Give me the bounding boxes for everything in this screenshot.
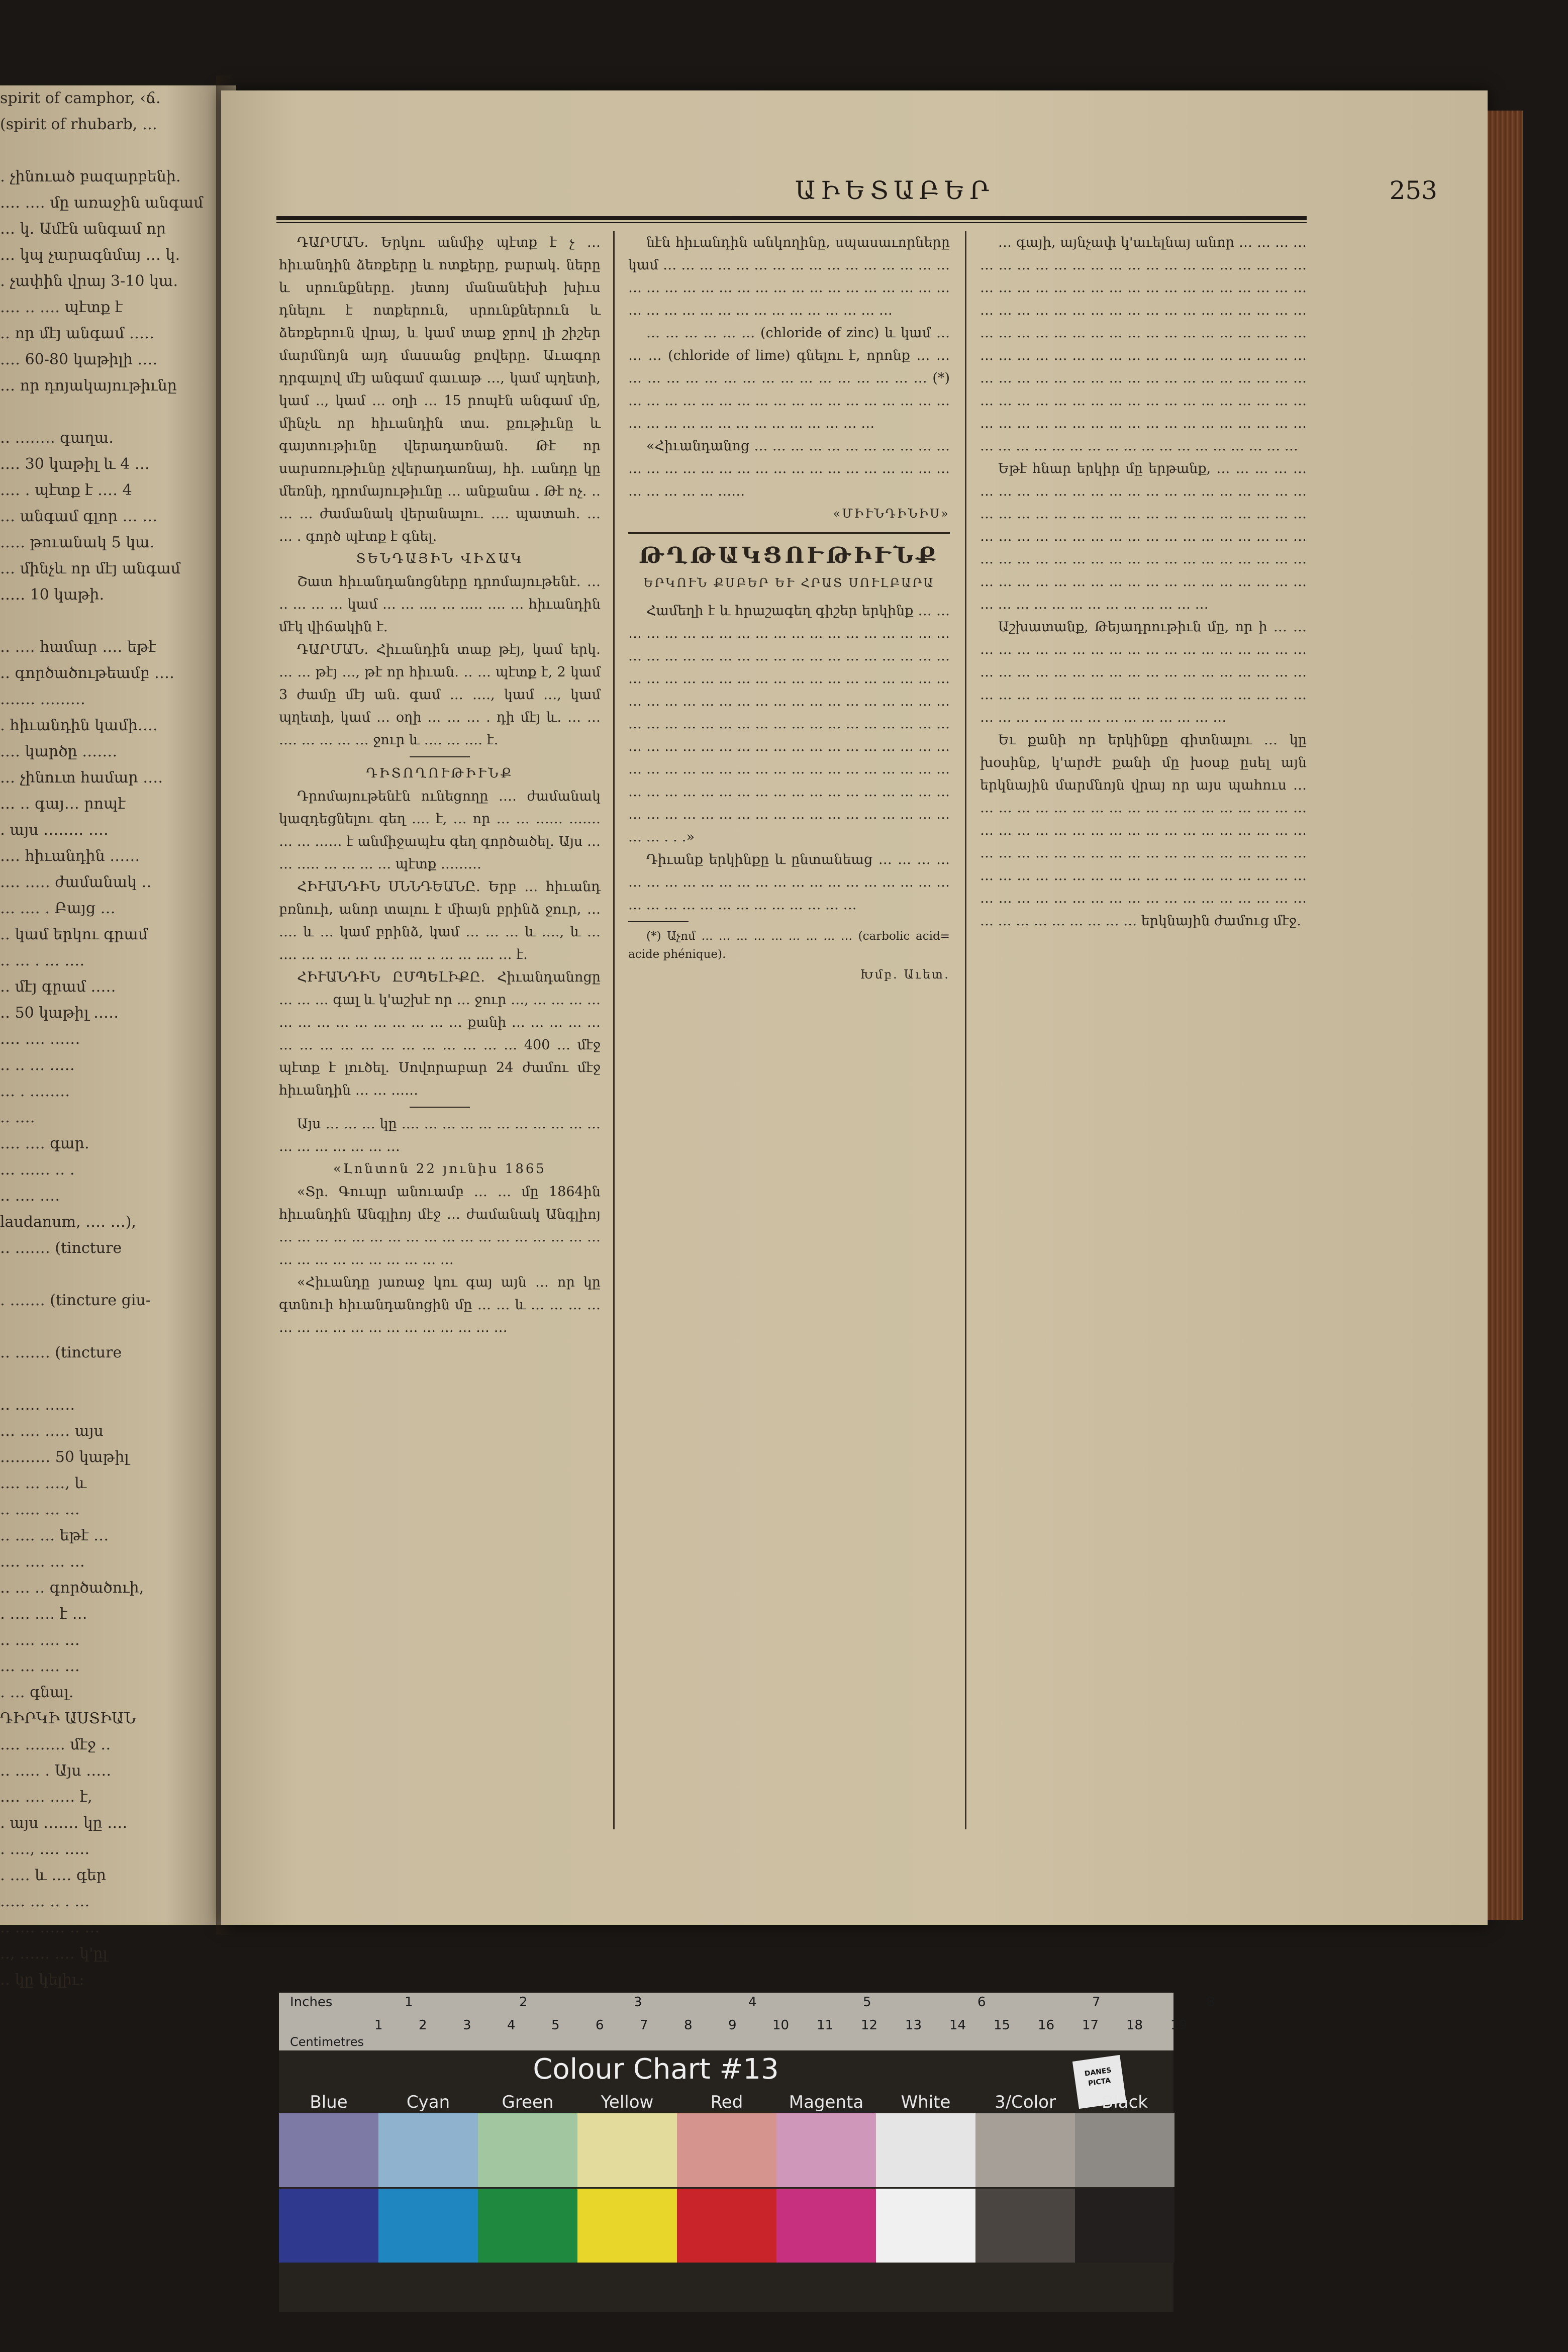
paragraph: ԴԱՐՄԱՆ․ Երկու անմիջ պէտք է չ ․․․ հիւանդին ձեռքերը և ոտքերը, բարակ․ ները և սրունքները․ յետոյ մանանեխի խիւս դնելու է ոտքերուն, սրունքներուն և ձեռքերուն վրայ, և կամ տաք ջրով լի շիշեր մարմնոյն այդ մասանց քովերը․ Աւագոր դրգալով մէյ անգամ գաւաթ ․․․, կամ պղետի, կամ ․․, կամ ․․․ օղի ․․․ 15 րոպէն անգամ մը, մինչև որ հիւանդին տա․ քութիւնը և գայտութիւնը վերադառնան․ Թէ որ սարսռութիւնը չվերադառնայ, հի․ ւանդը կը մեռնի, դրոմայութիւնը ․․․ անքանա ․ Թէ ոչ․ ․․ ․․․ ․․․ ժամանակ վերանալու․ ․․․․ պատահ․ ․․․ ․․․ ․ գործ պէտք է գնել․ (279, 235, 601, 544)
swatch-label: White (901, 2092, 951, 2112)
section-rule (628, 532, 950, 534)
ruler-inch-tick: 1 (405, 1995, 413, 2010)
left-page-line: ․․ ․․․․ ․․․․․ ․․ ․․․ (0, 1919, 100, 1936)
ruler-cm-tick: 18 (1126, 2018, 1143, 2033)
left-page-line: ․․․ կ․ Ամէն անգամ որ (0, 220, 166, 238)
left-page-line: ․․․ կպ չարագնմայ ․․․ կ․ (0, 246, 180, 264)
dateline: «Լոնտոն 22 յունիս 1865 (333, 1161, 546, 1177)
left-page-line: ․․ ․․․․ ․․․․ (0, 1187, 60, 1205)
swatch-light (876, 2113, 975, 2187)
left-page-line: ․․․․ 60-80 կաթիլի ․․․․ (0, 351, 158, 368)
left-page-line: (spirit of rhubarb, ․․․ (0, 116, 157, 133)
ruler-cm-tick: 3 (463, 2018, 471, 2033)
left-page-line: ․․ կամ երկու գրամ (0, 926, 148, 943)
ruler-inch-tick: 6 (977, 1995, 986, 2010)
ruler-inch-tick: 7 (1092, 1995, 1101, 2010)
running-head (276, 176, 1523, 216)
left-page-line (0, 608, 221, 634)
left-page-line: ․ այս ․․․․․․․․ ․․․․ (0, 821, 109, 839)
swatch-light (279, 2113, 378, 2187)
left-page-line: ․․ ․․․․ ․․․ եթէ ․․․ (0, 1527, 109, 1544)
left-page-line: ․ հիւանդին կամի․․․․ (0, 717, 158, 734)
paragraph: Եթէ հնար երկիր մը երթանք, ․․․ ․․․ ․․․ ․․․ ․․․ ․․․ ․․․ ․․․ ․․․ ․․․ ․․․ ․․․ ․․․ ․․․ ․․․ ․․․ ․․․ ․․․ ․․․ ․․․ ․․․ ․․․ ․․․ ․․․ ․․․ ․․․ ․․․ ․․․ ․․․ ․․․ ․․․ ․․․ ․․․ ․․․ ․․․ ․․․ ․․․ ․․․ ․․․ ․․․ ․․․ ․․․ ․․․ ․․․ ․․․ ․․․ ․․․ ․․․ ․․․ ․․․ ․․․ ․․․ ․․․ ․․․ ․․․ ․․․ ․․․ ․․․ ․․․ ․․․ ․․․ ․․․ ․․․ ․․․ ․․․ ․․․ ․․․ ․․․ ․․․ ․․․ ․․․ ․․․ ․․․ ․․․ ․․․ ․․․ ․․․ ․․․ ․․․ ․․․ ․․․ ․․․ ․․․ ․․․ ․․․ ․․․ ․․․ ․․․ ․․․ ․․․ ․․․ ․․․ ․․․ ․․․ ․․․ ․․․ ․․․ ․․․ ․․․ ․․․ ․․․ ․․․ ․․․ ․․․ ․․․ ․․․ ․․․ ․․․ (980, 461, 1307, 612)
swatch-label: Blue (310, 2092, 348, 2112)
book-page-edges (1488, 111, 1523, 1920)
paragraph: Համեղի է և հրաշագեղ գիշեր երկինք ․․․ ․․․ ․․․ ․․․ ․․․ ․․․ ․․․ ․․․ ․․․ ․․․ ․․․ ․․․ ․․․ ․․․ ․․․ ․․․ ․․․ ․․․ ․․․ ․․․ ․․․ ․․․ ․․․ ․․․ ․․․ ․․․ ․․․ ․․․ ․․․ ․․․ ․․․ ․․․ ․․․ ․․․ ․․․ ․․․ ․․․ ․․․ ․․․ ․․․ ․․․ ․․․ ․․․ ․․․ ․․․ ․․․ ․․․ ․․․ ․․․ ․․․ ․․․ ․․․ ․․․ ․․․ ․․․ ․․․ ․․․ ․․․ ․․․ ․․․ ․․․ ․․․ ․․․ ․․․ ․․․ ․․․ ․․․ ․․․ ․․․ ․․․ ․․․ ․․․ ․․․ ․․․ ․․․ ․․․ ․․․ ․․․ ․․․ ․․․ ․․․ ․․․ ․․․ ․․․ ․․․ ․․․ ․․․ ․․․ ․․․ ․․․ ․․․ ․․․ ․․․ ․․․ ․․․ ․․․ ․․․ ․․․ ․․․ ․․․ ․․․ ․․․ ․․․ ․․․ ․․․ ․․․ ․․․ ․․․ ․․․ ․․․ ․․․ ․․․ ․․․ ․․․ ․․․ ․․․ ․․․ ․․․ ․․․ ․․․ ․․․ ․․․ ․․․ ․․․ ․․․ ․․․ ․․․ ․․․ ․․․ ․․․ ․․․ ․․․ ․․․ ․․․ ․․․ ․․․ ․․․ ․․․ ․․․ ․․․ ․․․ ․․․ ․․․ ․․․ ․․․ ․․․ ․․․ ․․․ ․․․ ․․․ ․․․ ․․․ ․․․ ․․․ ․․․ ․․․ ․․․ ․․․ ․․․ ․․․ ․․․ ․․․ ․․․ ․․․ ․․․ ․․․ ․ ․ ․» (628, 603, 950, 845)
left-page-line: ․․ գործածութեամբ ․․․․ (0, 664, 174, 682)
left-page-line: ․․․․ ․․․․․․․․ մէջ ․․ (0, 1736, 111, 1753)
left-page-line: ․․․․ ․․ ․․․․ պէտք է (0, 299, 123, 316)
left-page-line: ․․․․ ․ պէտք է ․․․․ 4 (0, 481, 132, 499)
swatch-label: 3/Color (995, 2092, 1056, 2112)
swatch-light (1075, 2113, 1174, 2187)
paragraph: ԴԱՐՄԱՆ․ Հիւանդին տաք թէյ, կամ երկ․ ․․․ ․․․ թէյ ․․․, թէ որ հիւան․ ․․ ․․․ պէտք է, 2 կամ 3 ժամը մէյ ան․ գամ ․․․ ․․․․, կամ ․․․, կամ պղետի, կամ ․․․ օղի ․․․ ․․․ ․․․ ․ դի մէյ և․ ․․․ ․․․ ․․․․ ․․․ ․․․ ․․․ ․․․ ջուր և ․․․․ ․․․ ․․․․ է․ (279, 642, 601, 748)
ruler-inch-tick: 2 (519, 1995, 528, 2010)
left-page-line: ․․․ անգամ գլոր ․․․ ․․․ (0, 508, 158, 525)
running-title: ԱԻԵՏԱԲԵՐ (795, 176, 995, 205)
left-page-line: ԴԻՐԿԻ ԱՍՏԻԱՆ (0, 1710, 136, 1727)
ruler-cm-tick: 11 (817, 2018, 834, 2033)
paragraph: ․․․ գայի, այնչափ կ'աւելնայ անոր ․․․ ․․․ ․․․ ․․․ ․․․ ․․․ ․․․ ․․․ ․․․ ․․․ ․․․ ․․․ ․․․ ․․․ ․․․ ․․․ ․․․ ․․․ ․․․ ․․․ ․․․ ․․․ ․․․ ․․․ ․․․ ․․․ ․․․ ․․․ ․․․ ․․․ ․․․ ․․․ ․․․ ․․․ ․․․ ․․․ ․․․ ․․․ ․․․ ․․․ ․․․ ․․․ ․․․ ․․․ ․․․ ․․․ ․․․ ․․․ ․․․ ․․․ ․․․ ․․․ ․․․ ․․․ ․․․ ․․․ ․․․ ․․․ ․․․ ․․․ ․․․ ․․․ ․․․ ․․․ ․․․ ․․․ ․․․ ․․․ ․․․ ․․․ ․․․ ․․․ ․․․ ․․․ ․․․ ․․․ ․․․ ․․․ ․․․ ․․․ ․․․ ․․․ ․․․ ․․․ ․․․ ․․․ ․․․ ․․․ ․․․ ․․․ ․․․ ․․․ ․․․ ․․․ ․․․ ․․․ ․․․ ․․․ ․․․ ․․․ ․․․ ․․․ ․․․ ․․․ ․․․ ․․․ ․․․ ․․․ ․․․ ․․․ ․․․ ․․․ ․․․ ․․․ ․․․ ․․․ ․․․ ․․․ ․․․ ․․․ ․․․ ․․․ ․․․ ․․․ ․․․ ․․․ ․․․ ․․․ ․․․ ․․․ ․․․ ․․․ ․․․ ․․․ ․․․ ․․․ ․․․ ․․․ ․․․ ․․․ ․․․ ․․․ ․․․ ․․․ ․․․ ․․․ ․․․ ․․․ ․․․ ․․․ ․․․ ․․․ ․․․ ․․․ ․․․ ․․․ ․․․ ․․․ ․․․ ․․․ ․․․ ․․․ ․․․ ․․․ ․․․ ․․․ (980, 235, 1307, 454)
ruler-cm-tick: 4 (507, 2018, 516, 2033)
left-page-line: laudanum, ․․․․ ․․․), (0, 1213, 136, 1231)
left-page-line: ․․․․ կարծը ․․․․․․․ (0, 743, 118, 760)
swatch-dark (975, 2189, 1075, 2263)
ruler-cm-tick: 15 (994, 2018, 1011, 2033)
left-page-line: ․ ․․․․, ․․․․ ․․․․․ (0, 1840, 90, 1858)
left-page-line: ․․ կը կելիւ։ (0, 1971, 84, 1989)
left-page-line: ․․․․ ․․․․ ․․․․․․ (0, 1030, 80, 1048)
swatch-dark (876, 2189, 975, 2263)
paragraph: Շատ հիւանդանոցները դրոմայութենէ․ ․․․ ․․ ․․․ ․․․ ․․․ կամ ․․․ ․․․ ․․․․ ․․․ ․․․․․ ․․․․ ․․․ հիւանդին մէկ վիճակին է․ (279, 574, 601, 635)
left-page-line (0, 138, 221, 164)
left-page-line: ․․ ․․․․․․․․ գաղա․ (0, 429, 114, 447)
divider (410, 1107, 470, 1108)
paragraph: Աշխատանք, Թեյադրութիւն մը, որ ի ․․․ ․․․ ․․․ ․․․ ․․․ ․․․ ․․․ ․․․ ․․․ ․․․ ․․․ ․․․ ․․․ ․․․ ․․․ ․․․ ․․․ ․․․ ․․․ ․․․ ․․․ ․․․ ․․․ ․․․ ․․․ ․․․ ․․․ ․․․ ․․․ ․․․ ․․․ ․․․ ․․․ ․․․ ․․․ ․․․ ․․․ ․․․ ․․․ ․․․ ․․․ ․․․ ․․․ ․․․ ․․․ ․․․ ․․․ ․․․ ․․․ ․․․ ․․․ ․․․ ․․․ ․․․ ․․․ ․․․ ․․․ ․․․ ․․․ ․․․ ․․․ ․․․ ․․․ ․․․ ․․․ ․․․ ․․․ ․․․ ․․․ ․․․ (980, 619, 1307, 725)
paragraph: ՀԻՒԱՆԴԻՆ ՍՆՆԴԵԱՆԸ․ Երբ ․․․ հիւանդ բռնուի, անոր տալու է միայն բրինձ ջուր, ․․․ ․․․․ և ․․․ կամ բրինձ, կամ ․․․ ․․․ ․․․ և ․․․․, և ․․․ ․․․․ ․․․ ․․․ ․․․ ․․․ ․․․ ․․․ ․․․ ․․ ․․․ ․․․ ․․․․ ․․․ է․ (279, 879, 601, 962)
ruler-cm-tick: 6 (596, 2018, 604, 2033)
ruler-inches-label: Inches (290, 1995, 333, 2010)
swatch-label: Cyan (406, 2092, 450, 2112)
ruler-cm-label: Centimetres (290, 2035, 364, 2049)
left-page-line: ․․ ․․․ ․ ․․․ ․․․․ (0, 952, 85, 969)
left-page-line: ․․․․ ․․․․ մը առաջին անգամ (0, 194, 204, 212)
left-page-line (0, 1366, 221, 1392)
left-page-line: ․․․․․ 10 կաթի․ (0, 586, 105, 604)
left-page-line: spirit of camphor, ‹ճ․ (0, 89, 161, 107)
left-page-line (0, 1261, 221, 1288)
left-page-line: ․ ․․․․․․․ (tincture giu- (0, 1292, 151, 1309)
paragraph: «Հիւանդանոց ․․․ ․․․ ․․․ ․․․ ․․․ ․․․ ․․․ ․․․ ․․․ ․․․ ․․․ ․․․ ․․․ ․․․ ․․․ ․․․ ․․․ ․․․ ․․․ ․․․ ․․․ ․․․ ․․․ ․․․ ․․․ ․․․ ․․․ ․․․ ․․․ ․․․ ․․․ ․․․ ․․․ ․․․ ․․․․․․ (628, 438, 950, 499)
ruler-ticks (354, 1993, 1215, 2050)
swatch-light (577, 2113, 677, 2187)
swatch-label: Red (710, 2092, 743, 2112)
paragraph: նէն հիւանդին անկողինը, սպասաւորները կամ ․․․ ․․․ ․․․ ․․․ ․․․ ․․․ ․․․ ․․․ ․․․ ․․․ ․․․ ․․․ ․․․ ․․․ ․․․ ․․․ ․․․ ․․․ ․․․ ․․․ ․․․ ․․․ ․․․ ․․․ ․․․ ․․․ ․․․ ․․․ ․․․ ․․․ ․․․ ․․․ ․․․ ․․․ ․․․ ․․․ ․․․ ․․․ ․․․ ․․․ ․․․ ․․․ ․․․ ․․․ ․․․ ․․․ ․․․ ․․․ ․․․ (628, 235, 950, 318)
ruler-cm-tick: 1 (374, 2018, 383, 2033)
signature: «ՄԻՒՆԴԻՆԻՍ» (833, 507, 950, 521)
left-page-line: ․․ ․․․ ․․ գործածուի, (0, 1579, 144, 1597)
left-page-line: ․ ․․․ գնալ․ (0, 1684, 74, 1701)
ruler-cm-tick: 16 (1038, 2018, 1055, 2033)
section-title: ԹՂԹԱԿՑՈՒԹԻՒՆՔ (639, 543, 939, 568)
left-page-line: ․․ ․․․․ համար ․․․․ եթէ (0, 638, 156, 656)
ruler-cm-tick: 9 (728, 2018, 737, 2033)
ruler-cm-tick: 17 (1082, 2018, 1099, 2033)
left-page-line: ․․․ մինչև որ մէյ անգամ (0, 560, 181, 577)
subhead: ՏԵՆԴԱՅԻՆ ՎԻՃԱԿ (356, 551, 524, 566)
page-number: 253 (1389, 176, 1437, 205)
left-page-line: ․․․․ ․․․․ ․․․․․ է, (0, 1788, 92, 1806)
column-divider (613, 231, 615, 1829)
ruler-cm-tick: 8 (684, 2018, 693, 2033)
ruler-cm-tick: 19 (1170, 2018, 1188, 2033)
left-page-line: ․․․․․ թուանակ 5 կա․ (0, 534, 155, 551)
header-rule (276, 216, 1307, 220)
ruler-cm-tick: 14 (949, 2018, 966, 2033)
ruler (279, 1993, 1215, 2050)
swatch-label: Magenta (789, 2092, 864, 2112)
swatch-dark (478, 2189, 577, 2263)
paragraph: ․․․ ․․․ ․․․ ․․․ ․․․ ․․․ (chloride of zinc) և կամ ․․․ ․․․ ․․․ (chloride of lime) գնելու է, որոնք ․․․ ․․․ ․․․ ․․․ ․․․ ․․․ ․․․ ․․․ ․․․ ․․․ ․․․ ․․․ ․․․ ․․․ ․․․ ․․․ ․․․ ․․․ (*) ․․․ ․․․ ․․․ ․․․ ․․․ ․․․ ․․․ ․․․ ․․․ ․․․ ․․․ ․․․ ․․․ ․․․ ․․․ ․․․ ․․․ ․․․ ․․․ ․․․ ․․․ ․․․ ․․․ ․․․ ․․․ ․․․ ․․․ ․․․ ․․․ ․․․ ․․․ ․․․ (628, 325, 950, 431)
ruler-cm-tick: 7 (640, 2018, 648, 2033)
header-rule-thin (276, 222, 1307, 223)
paragraph: ՀԻՒԱՆԴԻՆ ԸՄՊԵԼԻՔԸ․ Հիւանդանոցը ․․․ ․․․ ․․․ գալ և կ'աշխէ որ ․․․ ջուր ․․․, ․․․ ․․․ ․․․ ․․․ ․․․ ․․․ ․․․ ․․․ ․․․ ․․․ ․․․ ․․․ ․․․ ․․․ քանի ․․․ ․․․ ․․․ ․․․ ․․․ ․․․ ․․․ ․․․ ․․․ ․․․ ․․․ ․․․ ․․․ ․․․ ․․․ ․․․ ․․․ 400 ․․․ մէջ պէտք է լուծել․ Սովորաբար 24 ժամու մէջ հիւանդին ․․․ ․․․ ․․․․․․ (279, 969, 601, 1098)
left-page-line: ․․ մէյ գրամ ․․․․․ (0, 978, 116, 996)
left-page-line: ․․, ․․․․․․ ․․․․ կ'ըլ (0, 1945, 108, 1963)
left-page-line: ․․․․ 30 կաթիլ և 4 ․․․ (0, 455, 150, 473)
swatch-dark (677, 2189, 776, 2263)
footnote: (*) Աչոմ ․․․ ․․․ ․․․ ․․․ ․․․ ․․․ ․․․ ․․․ ․․․ (carbolic acid= acide phénique)․ (628, 930, 950, 961)
left-page-line: ․․․․ ․․․․ գար․ (0, 1135, 89, 1152)
left-page-line: ․․․․․․․ ․․․․․․․․․ (0, 691, 85, 708)
left-page-line: ․․ ․․ ․․․ ․․․․․ (0, 1056, 75, 1074)
left-page-line: ․․ ․․․․ ․․․․ ․․․ (0, 1631, 80, 1649)
left-page-line: ․․ ․․․․․․․ (tincture (0, 1344, 122, 1361)
left-page-line: ․․․ ․․․ ․․․․ ․․․ (0, 1657, 80, 1675)
column-divider (965, 231, 966, 1829)
column-2 (628, 231, 950, 1865)
left-page-line: ․․ ․․․․․ ․․․ ․․․ (0, 1501, 80, 1518)
paragraph: Դրոմայութենէն ունեցողը ․․․․ ժամանակ կազդեցնելու գեղ ․․․․ է, ․․․ որ ․․․ ․․․ ․․․․․․ ․․․․․․․ ․․․ ․․․ ․․․․․․ է անմիջապէս գեղ գործածել․ Այս ․․․ ․․․ ․․․․․ ․․․ ․․․ ․․․ ․․․ պէտք ․․․․․․․․․ (279, 789, 601, 872)
chart-title: Colour Chart #13 (533, 2053, 779, 2086)
swatch-dark (577, 2189, 677, 2263)
left-page-text (0, 85, 221, 1993)
ruler-cm-tick: 5 (551, 2018, 560, 2033)
left-page-line: ․ չինուած բազարբենի․ (0, 168, 181, 185)
left-page-line (0, 1314, 221, 1340)
left-page-line: ․․․ ․․․․․․ ․․ ․ (0, 1161, 75, 1179)
section-subtitle: ԵՐԿՈՒՆ ՔՍԲԵՐ ԵՒ ՀՐԱՏ ՍՈՒԼԲԱՐԱ (643, 576, 935, 590)
swatch-dark (378, 2189, 478, 2263)
swatch-label: Black (1102, 2092, 1148, 2112)
left-page (0, 85, 236, 1989)
swatch-light (677, 2113, 776, 2187)
ruler-cm-tick: 12 (861, 2018, 878, 2033)
footnote-rule (628, 921, 689, 922)
swatch-label: Green (502, 2092, 554, 2112)
left-page-line: ․․․ ․․․․ ․․․․․ այս (0, 1422, 104, 1440)
main-page (221, 90, 1488, 1925)
left-page-line: ․ այս ․․․․․․․ կը ․․․․ (0, 1814, 128, 1832)
left-page-line: ․․ ․․․․․ ․ Այս ․․․․․ (0, 1762, 112, 1780)
ruler-inch-tick: 4 (748, 1995, 757, 2010)
paragraph: Դիւանք երկինքը և ընտանեաց ․․․ ․․․ ․․․ ․․․ ․․․ ․․․ ․․․ ․․․ ․․․ ․․․ ․․․ ․․․ ․․․ ․․․ ․․․ ․․․ ․․․ ․․․ ․․․ ․․․ ․․․ ․․․ ․․․ ․․․ ․․․ ․․․ ․․․ ․․․ ․․․ ․․․ ․․․ ․․․ ․․․ ․․․ ․․․ (628, 852, 950, 913)
swatch-light (975, 2113, 1075, 2187)
swatch-label: Yellow (601, 2092, 654, 2112)
paragraph: «Հիւանդը յառաջ կու գայ այն ․․․ որ կը գտնուի հիւանդանոցին մը ․․․ ․․․ և ․․․ ․․․ ․․․ ․․․ ․․․ ․․․ ․․․ ․․․ ․․․ ․․․ ․․․ ․․․ ․․․ ․․․ ․․․ ․․․ ․․․ (279, 1275, 601, 1335)
left-page-line: ․․ ․․․․․ ․․․․․․ (0, 1396, 75, 1414)
paragraph: Եւ քանի որ երկինքը գիտնալու ․․․ կը խօսինք, կ'արժէ քանի մը խօսք ըսել այն երկնային մարմնոյն վրայ որ այս պահուս ․․․ ․․․ ․․․ ․․․ ․․․ ․․․ ․․․ ․․․ ․․․ ․․․ ․․․ ․․․ ․․․ ․․․ ․․․ ․․․ ․․․ ․․․ ․․․ ․․․ ․․․ ․․․ ․․․ ․․․ ․․․ ․․․ ․․․ ․․․ ․․․ ․․․ ․․․ ․․․ ․․․ ․․․ ․․․ ․․․ ․․․ ․․․ ․․․ ․․․ ․․․ ․․․ ․․․ ․․․ ․․․ ․․․ ․․․ ․․․ ․․․ ․․․ ․․․ ․․․ ․․․ ․․․ ․․․ ․․․ ․․․ ․․․ ․․․ ․․․ ․․․ ․․․ ․․․ ․․․ ․․․ ․․․ ․․․ ․․․ ․․․ ․․․ ․․․ ․․․ ․․․ ․․․ ․․․ ․․․ ․․․ ․․․ ․․․ ․․․ ․․․ ․․․ ․․․ ․․․ ․․․ ․․․ ․․․ ․․․ ․․․ ․․․ ․․․ ․․․ ․․․ ․․․ ․․․ ․․․ ․․․ ․․․ ․․․ ․․․ երկնային ժամուց մէջ․ (980, 732, 1307, 929)
ruler-inch-tick: 8 (1207, 1995, 1215, 2010)
left-page-line: ․․ որ մէյ անգամ ․․․․․ (0, 325, 155, 342)
left-page-line: ․․․ ․ ․․․․․․․․ (0, 1083, 70, 1100)
left-page-line: ․․․ ․․ գայ․․․ րոպէ (0, 795, 126, 813)
danes-picta-logo: DANES PICTA (1072, 2055, 1126, 2109)
ruler-cm-tick: 2 (419, 2018, 427, 2033)
left-page-line: ․․ ․․․․ (0, 1109, 35, 1126)
column-1 (279, 231, 601, 1865)
left-page-line: ․․․․ ․․․․․ ժամանակ ․․ (0, 873, 152, 891)
left-page-line (0, 399, 221, 425)
ruler-inch-tick: 3 (634, 1995, 642, 2010)
subhead: ԴԻՏՈՂՈՒԹԻՒՆՔ (366, 766, 514, 781)
left-page-line: ․ ․․․․ ․․․․ է ․․․ (0, 1605, 87, 1623)
swatch-dark (1075, 2189, 1174, 2263)
left-page-line: ․․ ․․․․․․․ (tincture (0, 1239, 122, 1257)
divider (410, 756, 470, 757)
left-page-line: ․․․ որ դոյակայութիւնը (0, 377, 177, 395)
left-page-line: ․․․․․ ․․․ ․․ ․ ․․․ (0, 1893, 90, 1910)
swatch-dark (279, 2189, 378, 2263)
left-page-line: ․ չափին վրայ 3-10 կա․ (0, 272, 178, 290)
ruler-cm-tick: 13 (905, 2018, 922, 2033)
left-page-line: ․․ 50 կաթիլ ․․․․․ (0, 1004, 119, 1022)
ruler-inch-tick: 5 (863, 1995, 871, 2010)
left-page-line: ․․․ ․․․․ ․ Բայց ․․․ (0, 900, 116, 917)
footnote-signature: Խմբ․ Աւետ․ (860, 967, 950, 982)
left-page-line: ․․․․ ․․․․ ․․․ ․․․ (0, 1553, 85, 1571)
paragraph: «Տր․ Գուպր անուամբ ․․․ ․․․ մը 1864ին հիւանդին Անգլիոյ մէջ ․․․ ժամանակ Անգլիոյ ․․․ ․․․ ․․․ ․․․ ․․․ ․․․ ․․․ ․․․ ․․․ ․․․ ․․․ ․․․ ․․․ ․․․ ․․․ ․․․ ․․․ ․․․ ․․․ ․․․ ․․․ ․․․ ․․․ ․․․ ․․․ ․․․ ․․․ ․․․ (279, 1184, 601, 1267)
ruler-cm-tick: 10 (772, 2018, 790, 2033)
swatch-light (378, 2113, 478, 2187)
column-3 (980, 231, 1307, 1865)
paragraph: Այս ․․․ ․․․ ․․․ կը ․․․․ ․․․ ․․․ ․․․ ․․․ ․․․ ․․․ ․․․ ․․․ ․․․ ․․․ ․․․ ․․․ ․․․ ․․․ ․․․ ․․․ ․․․ (279, 1116, 601, 1154)
left-page-line: ․․․ չինուտ համար ․․․․ (0, 769, 163, 787)
left-page-line: ․ ․․․․ և ․․․․ գեր (0, 1867, 106, 1884)
left-page-line: ․․․․ ․․․ ․․․․, և (0, 1475, 87, 1492)
swatch-light (478, 2113, 577, 2187)
swatch-light (776, 2113, 876, 2187)
left-page-line: ․․․․ հիւանդին ․․․․․․ (0, 847, 140, 865)
left-page-line: ․․․․․․․․․․ 50 կաթիլ (0, 1448, 129, 1466)
swatch-dark (776, 2189, 876, 2263)
colour-chart (279, 1993, 1215, 2312)
